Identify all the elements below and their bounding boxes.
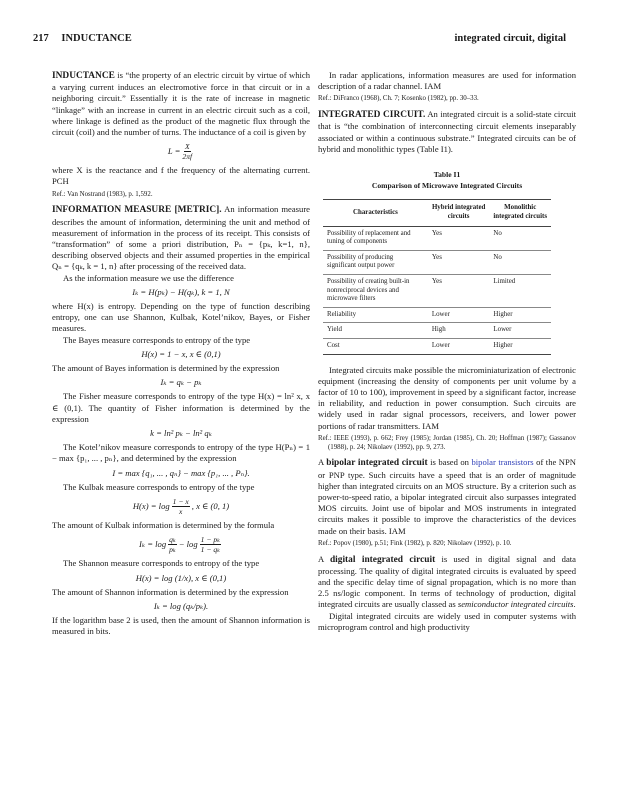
table-cell: Higher — [489, 307, 551, 323]
table-cell: Possibility of producing significant output power — [323, 250, 428, 274]
table-cell: Lower — [428, 338, 490, 354]
ic-ref: Ref.: IEEE (1993), p. 662; Frey (1985); Jordan (1985), Ch. 20; Hoffman (1987); Gassanov (1988), p. 24; Nikolaev (1992), pp. 9, 273. — [318, 434, 576, 451]
fraction — [168, 535, 177, 554]
info-p6: The Fisher measure corresponds to entropy of the type H(x) = ln² x, x ∈ (0,1). The quantity of Fisher information is determined by the expression — [52, 391, 310, 424]
right-column — [318, 70, 576, 633]
bipolar-term: bipolar integrated circuit — [326, 458, 428, 469]
ic-term: INTEGRATED CIRCUIT. — [318, 110, 426, 121]
info-eq8: H(x) = log (1/x), x ∈ (0,1) — [135, 572, 227, 583]
table-cell: No — [489, 226, 551, 250]
table-cell: Cost — [323, 338, 428, 354]
bipolar-ref: Ref.: Popov (1980), p.51; Fink (1982), p. 820; Nikolaev (1992), p. 10. — [318, 539, 512, 547]
fraction — [182, 142, 192, 161]
column-header: Hybrid integrated circuits — [428, 200, 490, 226]
table-row — [323, 274, 551, 307]
inductance-equation — [52, 142, 310, 161]
column-header: Characteristics — [323, 200, 428, 226]
bipolar-entry — [318, 457, 576, 536]
info-p8: The Kulbak measure corresponds to entropy of the type — [63, 481, 255, 492]
table-cell: Reliability — [323, 307, 428, 323]
inductance-ref: Ref.: Van Nostrand (1983), p. 1,592. — [52, 190, 153, 198]
ic-entry — [318, 109, 576, 155]
column-header: Monolithic integrated circuits — [489, 200, 551, 226]
eq-lhs: L = — [167, 146, 181, 157]
ic-body: An integrated circuit is a solid-state circuit that is “the combination of interconnecting circuit elements inseparably associated or within a continuous substrate.” Integrated circuits can be of hybrid and monolithic types (Table I1). — [318, 109, 576, 154]
radar-ref: Ref.: DiFranco (1968), Ch. 7; Kosenko (1982), pp. 30–33. — [318, 95, 479, 103]
denominator: x — [179, 507, 183, 517]
header-right-title: integrated circuit, digital — [454, 33, 566, 44]
table-cell: Higher — [489, 338, 551, 354]
info-p10: The Shannon measure corresponds to entropy of the type — [63, 558, 260, 569]
bipolar-post: of the NPN or PNP type. Such circuits have a speed that is an order of magnitude higher than integrated circuits on an MOS structure. By a criterion such as power-to-speed ratio, a bipolar integrated circuit also surpasses integrated MOS circuits. Joint use of bipolar and MOS instruments in integrated circuits makes it possible to improve the characteristics of the devices made on their basis. IAM — [318, 457, 576, 536]
table-row — [323, 226, 551, 250]
comparison-table — [323, 199, 551, 354]
table-cell: Lower — [489, 323, 551, 339]
fraction — [200, 535, 221, 554]
left-column — [52, 70, 310, 638]
table-cell: Yes — [428, 226, 490, 250]
digital-end: . — [573, 599, 576, 610]
eq6-rhs: , x ∈ (0, 1) — [191, 500, 230, 511]
inductance-after: where X is the reactance and f the frequency of the alternating current. PCH — [52, 165, 310, 187]
table-row — [323, 307, 551, 323]
table-row — [323, 338, 551, 354]
info-eq6 — [52, 497, 310, 516]
info-p11: The amount of Shannon information is determined by the expression — [52, 586, 289, 597]
running-header — [33, 33, 566, 47]
digital-paragraph-2: Digital integrated circuits are widely used in computer systems with microprogram control and high productivity — [318, 610, 576, 632]
eq6-lhs: H(x) = log — [132, 500, 170, 511]
digital-entry — [318, 554, 576, 611]
digital-pre: A — [318, 553, 330, 564]
info-p2: As the information measure we use the difference — [63, 272, 234, 283]
table-cell: Lower — [428, 307, 490, 323]
table-cell: Yield — [323, 323, 428, 339]
numerator: qₖ — [169, 535, 176, 545]
table-subtitle: Comparison of Microwave Integrated Circuits — [371, 181, 523, 191]
numerator: X — [184, 142, 190, 152]
page-number: 217 — [33, 33, 49, 44]
info-p3: where H(x) is entropy. Depending on the type of function describing entropy, one can use Shannon, Kulbak, Kotel’nikov, Bayes, or Fisher measures. — [52, 301, 310, 334]
numerator: 1 − pₖ — [200, 535, 220, 545]
info-eq5: I = max {q₁, ... , qₙ} − max {p₁, ... , Pₙ}. — [112, 467, 250, 478]
denominator: pₖ — [169, 545, 176, 555]
info-eq7 — [52, 535, 310, 554]
table-cell: Limited — [489, 274, 551, 307]
semiconductor-ic-link[interactable]: semiconductor integrated circuits — [457, 599, 574, 610]
table-cell: Possibility of replacement and tuning of components — [323, 226, 428, 250]
table-cell: Possibility of creating built-in nonreciprocal devices and microwave filters — [323, 274, 428, 307]
info-eq4: k = ln² pₖ − ln² qₖ — [150, 428, 212, 439]
table-header-row — [323, 200, 551, 226]
ic-paragraph-2: Integrated circuits make possible the microminiaturization of electronic equipment (increasing the density of components per unit volume by a factor of 10 to 100), improvement in speed by a significant factor, increase in reliability, and reduction in power consumption. Such circuits are widely used in radar signal processors, receivers, and lower power portions of radar transmitters. IAM — [318, 364, 576, 431]
info-eq2: H(x) = 1 − x, x ∈ (0,1) — [141, 348, 221, 359]
info-p7: The Kotel’nikov measure corresponds to entropy of the type H(Pₙ) = 1 − max {p₁, ... , pₙ}, and determined by the expression — [52, 442, 310, 464]
info-measure-entry — [52, 204, 310, 272]
bipolar-mid: is based on — [427, 457, 472, 468]
inductance-term: INDUCTANCE — [52, 71, 115, 81]
eq7-mid: − log — [178, 539, 198, 550]
bipolar-pre: A — [318, 457, 327, 468]
bipolar-transistors-link[interactable]: bipolar transistors — [471, 457, 534, 468]
table-row — [323, 250, 551, 274]
info-p5: The amount of Bayes information is determined by the expression — [52, 363, 280, 374]
info-measure-body: An information measure describes the amount of information, determining the unit and method of measurement of information in the process of its receipt. This consists of “transformation” of some a priori distribution, Pₙ = {pₖ, k=1, n}, describing observed objects and their assumed properties in the empirical Qₙ = {qₖ, k = 1, n} after processing of the received data. — [52, 204, 310, 272]
table-row — [323, 323, 551, 339]
fraction — [172, 497, 190, 516]
info-eq1: Iₖ = H(pₖ) − H(qₖ), k = 1, N — [132, 286, 230, 297]
info-p12: If the logarithm base 2 is used, then the amount of Shannon information is measured in bits. — [52, 615, 310, 637]
eq7-lhs: Iₖ = log — [139, 539, 167, 550]
digital-term: digital integrated circuit — [329, 554, 436, 565]
table-cell: Yes — [428, 274, 490, 307]
radar-paragraph: In radar applications, information measures are used for information description of a radar channel. IAM — [318, 70, 576, 92]
denominator: 1 − qₖ — [200, 545, 220, 555]
table-cell: Yes — [428, 250, 490, 274]
table-cell: No — [489, 250, 551, 274]
inductance-body: is “the property of an electric circuit by virtue of which a varying current induces an electromotive force in that circuit or in a neighboring circuit.” Essentially it is the rate of increase in magnetic “linkage” with an increase in current in an electric circuit such as a coil, where linkage is defined as the product of the magnetic flux through the circuit (coil) and the number of turns. The inductance of a coil is given by — [52, 70, 310, 138]
header-left — [33, 33, 132, 44]
info-p4: The Bayes measure corresponds to entropy of the type — [63, 334, 251, 345]
table-title: Table I1 — [433, 170, 461, 180]
info-eq3: Iₖ = qₖ − pₖ — [160, 377, 202, 388]
header-left-title: INDUCTANCE — [61, 33, 132, 44]
table-cell: High — [428, 323, 490, 339]
info-measure-term: INFORMATION MEASURE [METRIC]. — [52, 205, 222, 216]
numerator: 1 − x — [172, 497, 189, 507]
info-eq9: Iₖ = log (qₖ/pₖ). — [153, 600, 209, 611]
denominator: 2πf — [182, 152, 193, 162]
info-p9: The amount of Kulbak information is determined by the formula — [52, 520, 275, 531]
digital-post: is used in digital signal and data processing. The quality of digital integrated circuits is evaluated by speed and the specific delay time of signal propagation, which is no more than 2.5 ns/logic component. In terms of technology of production, digital integrated circuits are usually classed as — [318, 553, 576, 610]
inductance-entry — [52, 70, 310, 138]
